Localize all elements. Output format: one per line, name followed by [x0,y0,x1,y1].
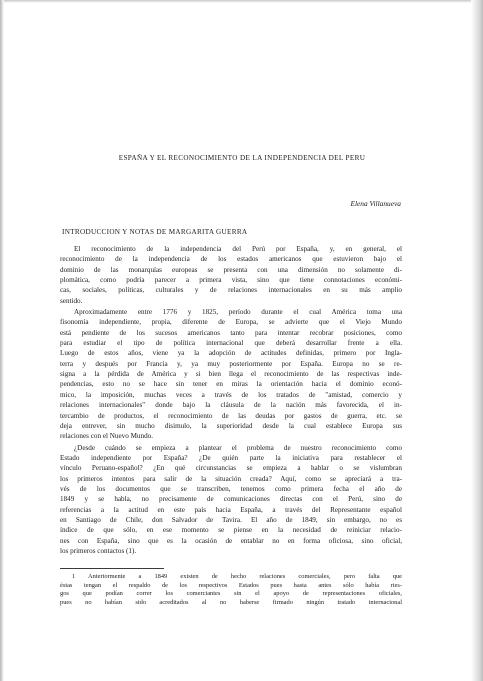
text-line: Luego de estos años, viene ya la adopción de actitudes definidas, primero por Ingla- [60,349,402,358]
text-line: plomática, como podría parecer a primera vista, sino que tiene connotaciones económi- [60,276,402,285]
text-line: reconocimiento de la independencia de los estados americanos que estuvieron bajo el [60,255,402,264]
text-line: índice de que sólo, en ese momento se piense en la necesidad de reiniciar relacio- [60,526,402,535]
paragraph-1 [60,244,402,306]
page-right-shadow [471,0,483,681]
text-line: nes con España, sino que es la ocasión de entablar no en forma oficiosa, sino oficial, [60,536,402,545]
text-line: relaciones con el Nuevo Mundo. [60,432,153,441]
text-line: 1849 y se habla, no precisamente de comunicaciones directas con el Perú, sino de [60,495,402,504]
text-line: fisonomía independiente, propia, diferente de Europa, se advierte que el Viejo Mundo [60,318,402,327]
page-left-shadow [0,0,4,681]
text-line: relaciones internacionales" donde bajo la cláusula de la nación más favorecida, el in- [60,401,402,410]
text-line: mico, la imposición, muchas veces a través de los tratados de "amistad, comercio y [60,390,402,399]
text-line: sentido. [60,296,83,305]
text-line: vés de los documentos que se transcriben, tenemos como primera fecha el año de [60,484,402,493]
text-line: cas, sociales, políticas, culturales y de relaciones internacionales en su más amplio [60,286,402,295]
paragraph-2 [60,307,402,441]
text-line: Aproximadamente entre 1776 y 1825, período durante el cual América toma una [74,308,402,317]
text-line: Estado independiente por España? ¿De quién parte la iniciativa para restablecer el [60,453,402,462]
text-line: dominio de las monarquías europeas se presenta con una dimensión no solamente di- [60,265,402,274]
article-title: ESPAÑA Y EL RECONOCIMIENTO DE LA INDEPENDENCIA DEL PERU [118,154,366,162]
footnote-line: pues no habían sido acreditados al no haberse firmado ningún tratado internacional [60,598,402,606]
text-line: signa a la pérdida de América y si bien llega el reconocimiento de las respectivas inde- [60,370,402,379]
footnote-line: éstas tengan el respaldo de los respectivos Estados pues hasta antes sólo había ries- [60,581,402,589]
section-subtitle: INTRODUCCION Y NOTAS DE MARGARITA GUERRA [62,228,248,236]
article-body [60,244,402,557]
text-line: vínculo Peruano-español? ¿En qué circunstancias se empieza a hablar o se vislumbran [60,464,402,473]
footnote [60,573,402,607]
text-line: deja entrever, sin mucho disimulo, la superioridad desde la cual establece Europa sus [60,421,402,430]
text-line: los primeros contactos (1). [60,546,137,555]
text-line: tercambio de productos, el reconocimiento de las deudas por gastos de guerra, etc. se [60,411,402,420]
text-line: referencias a la actitud en este país hacia España, a través del Representante español [60,505,402,514]
text-line: para estudiar el tipo de política internacional que deberá desarrollar frente a ella. [60,339,402,348]
text-line: está pendiente de los sucesos americanos tanto para intentar recobrar posiciones, como [60,328,402,337]
text-line: en Santiago de Chile, don Salvador de Tavira. El año de 1849, sin embargo, no es [60,515,402,524]
page-top-shadow [0,0,483,3]
text-line: terra y después por Francia y, ya muy posteriormente por España. Europa no se re- [60,359,402,368]
footnote-line: 1 Anteriormente a 1849 existen de hecho relaciones comerciales, pero falta que [72,573,402,580]
text-line: los primeros intentos para salir de la situación creada? Aquí, como se apreciará a tra- [60,474,402,483]
text-line: ¿Desde cuándo se empieza a plantear el problema de nuestro reconocimiento como [74,443,402,452]
author-name: Elena Villanueva [350,199,401,208]
footnote-line: gos que podían correr los comerciantes sin el apoyo de representaciones oficiales, [60,590,402,598]
text-line: El reconocimiento de la independencia del Perú por España, y, en general, el [74,245,402,253]
footnote-divider [60,568,164,569]
text-line: pendencias, esto no se hace sin tener en miras la orientación hacia el dominio econó- [60,380,402,389]
paragraph-3 [60,443,402,557]
